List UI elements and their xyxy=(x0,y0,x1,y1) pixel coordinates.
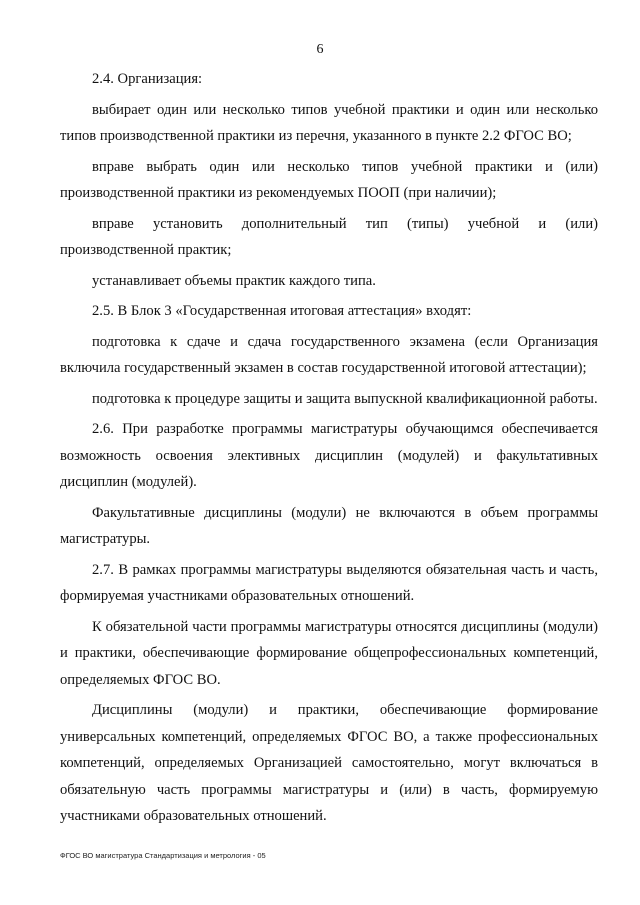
paragraph: Дисциплины (модули) и практики, обеспечивающие формирование универсальных компетенций, определяемых ФГОС ВО, а также профессиональных компетенций, определяемых Организацией самостоятельно, могут включаться в обязательную часть программы магистратуры и (или) в часть, формируемую участниками образовательных отношений. xyxy=(60,702,598,824)
paragraph: подготовка к процедуре защиты и защита выпускной квалификационной работы. xyxy=(92,390,598,407)
paragraph: вправе установить дополнительный тип (типы) учебной и (или) производственной практик; xyxy=(60,215,598,258)
paragraph: Факультативные дисциплины (модули) не включаются в объем программы магистратуры. xyxy=(60,504,598,547)
paragraph: К обязательной части программы магистратуры относятся дисциплины (модули) и практики, обеспечивающие формирование общепрофессиональных компетенций, определяемых ФГОС ВО. xyxy=(60,618,598,688)
document-body xyxy=(60,66,598,834)
paragraph: устанавливает объемы практик каждого типа. xyxy=(92,272,376,289)
paragraph-2-4-heading: 2.4. Организация: xyxy=(92,71,203,87)
paragraph-2-6: 2.6. При разработке программы магистратуры обучающимся обеспечивается возможность освоения элективных дисциплин (модулей) и факультативных дисциплин (модулей). xyxy=(60,421,598,490)
paragraph: подготовка к сдаче и сдача государственного экзамена (если Организация включила государственный экзамен в состав государственной итоговой аттестации); xyxy=(60,333,598,376)
page-number: 6 xyxy=(316,42,324,57)
page-footer: ФГОС ВО магистратура Стандартизация и метрология - 05 xyxy=(60,851,266,860)
paragraph-2-5: 2.5. В Блок 3 «Государственная итоговая аттестация» входят: xyxy=(92,303,472,319)
paragraph: вправе выбрать один или несколько типов учебной практики и (или) производственной практики из рекомендуемых ПООП (при наличии); xyxy=(60,158,598,201)
paragraph: выбирает один или несколько типов учебной практики и один или несколько типов производственной практики из перечня, указанного в пункте 2.2 ФГОС ВО; xyxy=(60,101,598,144)
paragraph-2-7: 2.7. В рамках программы магистратуры выделяются обязательная часть и часть, формируемая участниками образовательных отношений. xyxy=(60,561,598,604)
